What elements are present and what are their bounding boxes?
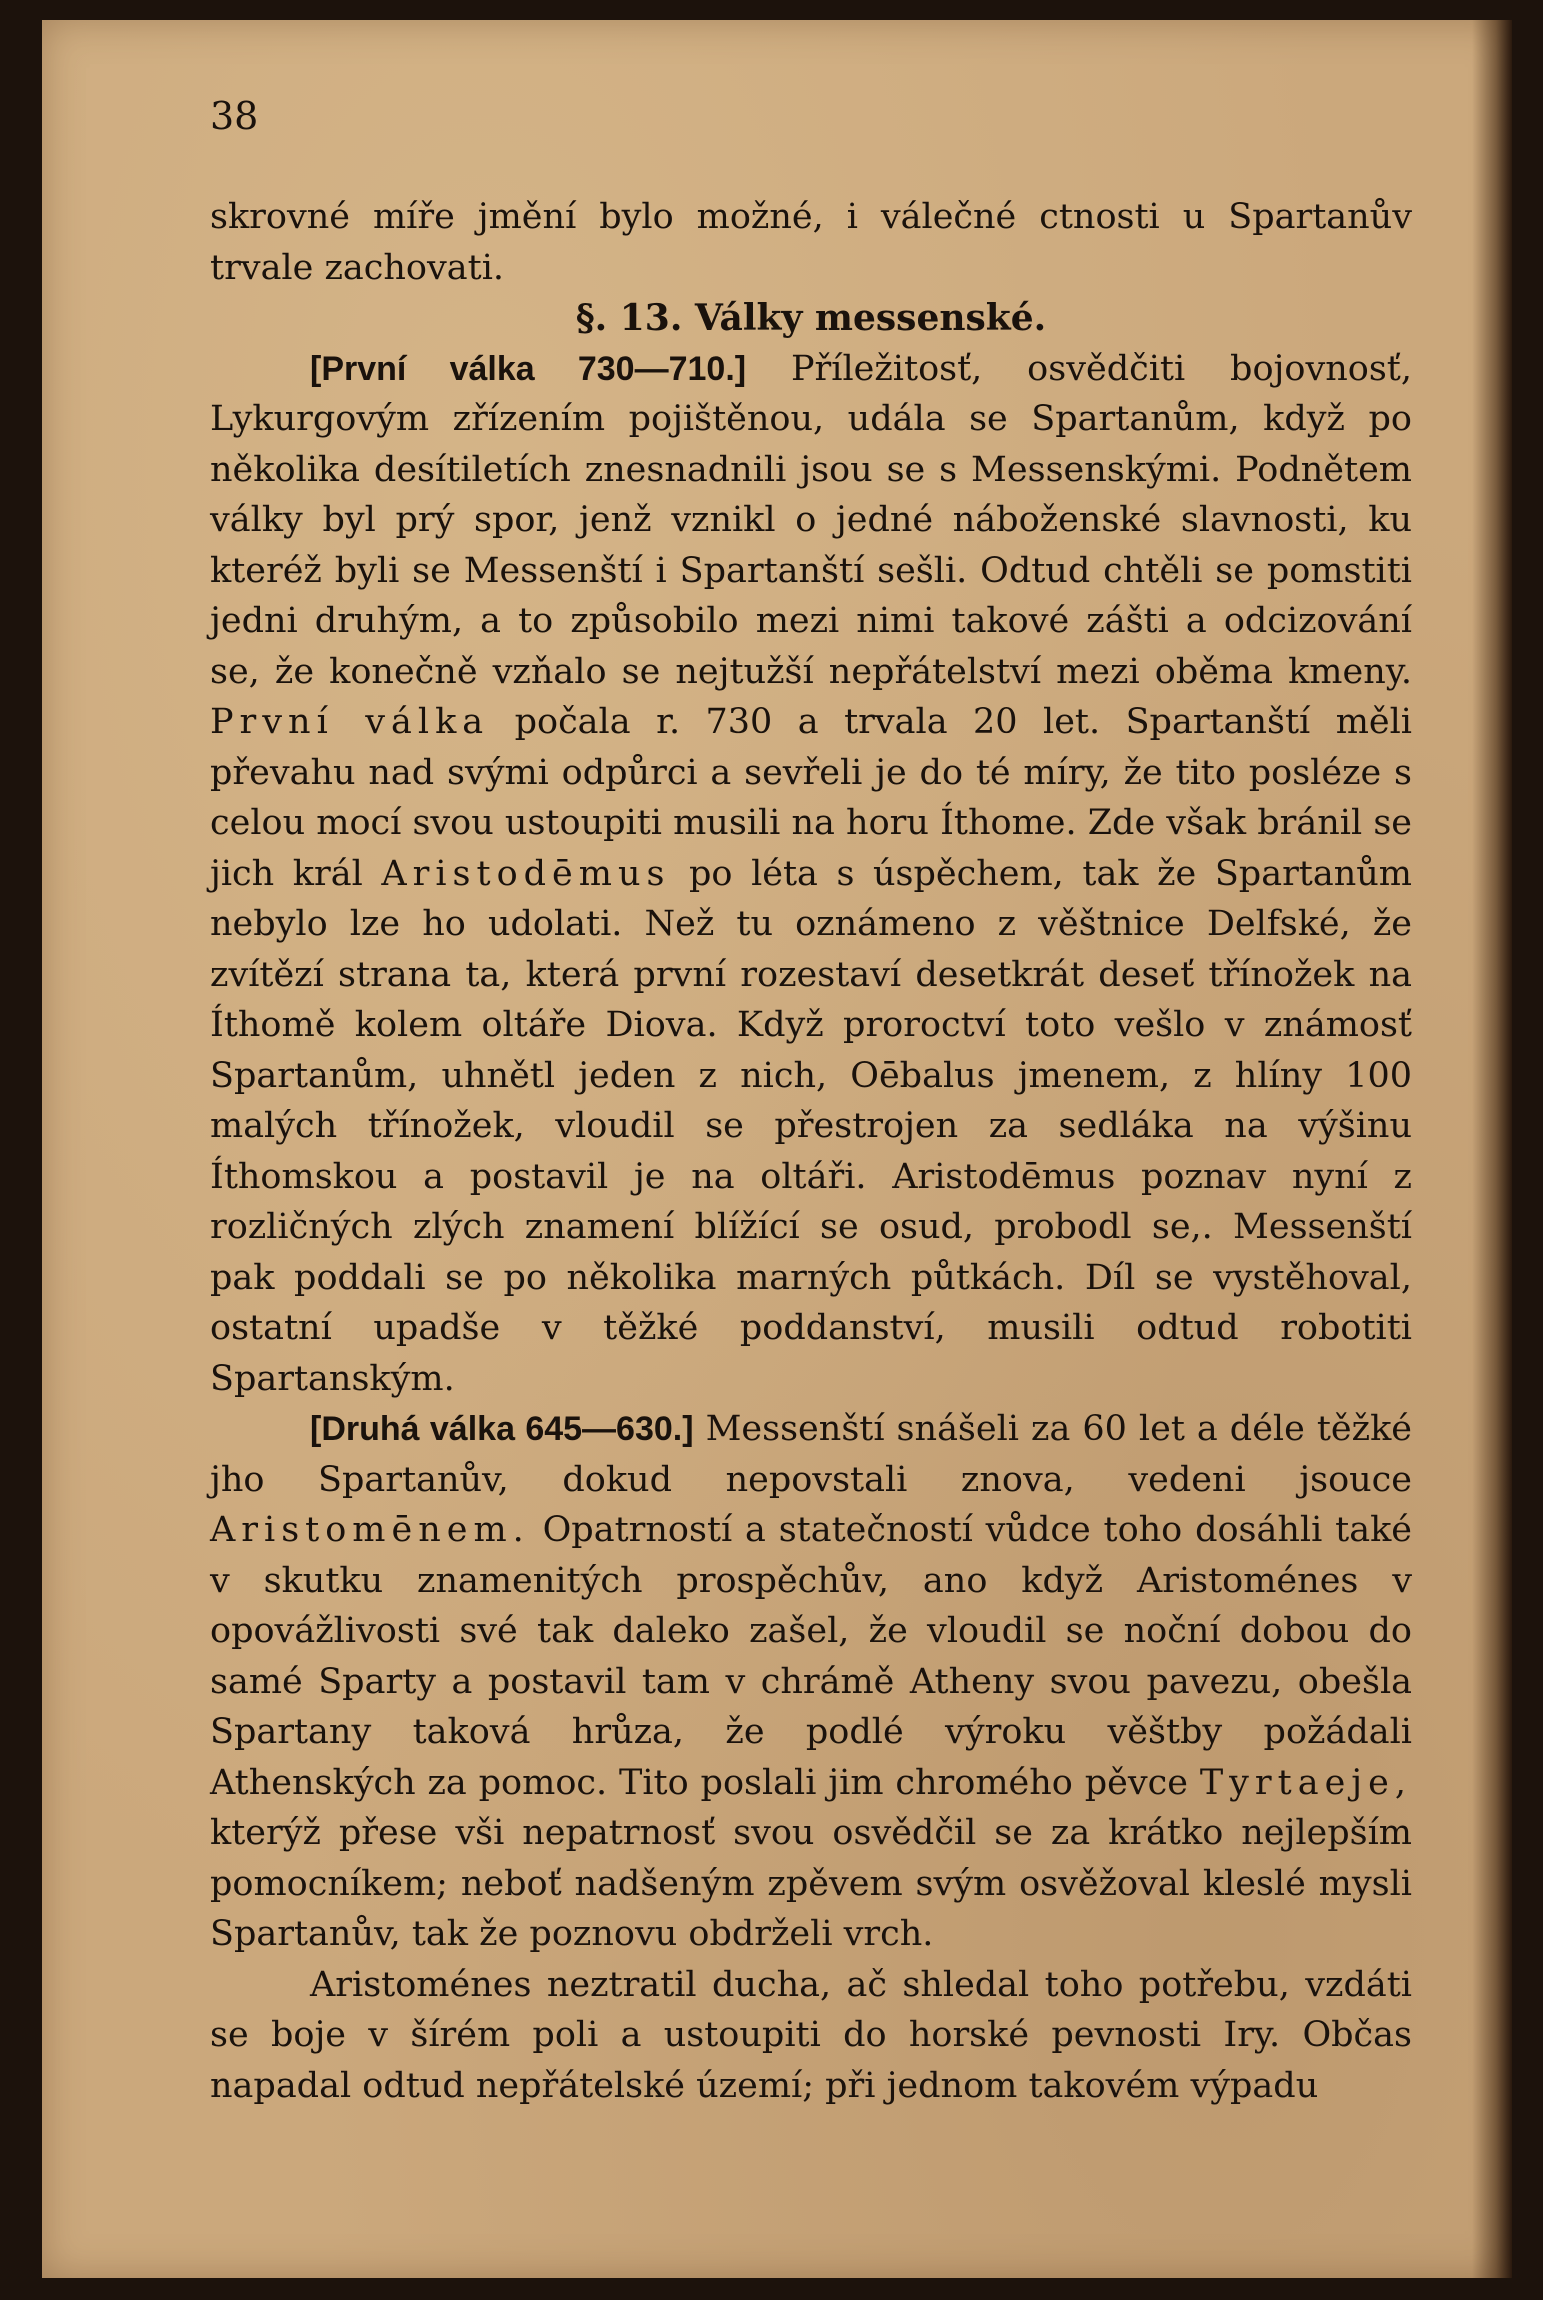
second-war-text-1: Messenští snášeli za 60 let a déle těžké jho Spartanův, dokud nepovstali znova, vedeni jsouce bbox=[210, 1409, 1412, 1500]
second-war-emphasis-2: Tyrtaeje, bbox=[1199, 1762, 1412, 1803]
second-war-text-3: kterýž přese vši nepatrnosť svou osvědčil se za krátko nejlepším pomocníkem; neboť nadšeným zpěvem svým osvěžoval kleslé mysli Spartanův, tak že poznovu obdrželi vrch. bbox=[210, 1813, 1412, 1954]
first-war-emphasis-2: Aristodēmus bbox=[381, 853, 671, 894]
continuation-paragraph: skrovné míře jmění bylo možné, i válečné ctnosti u Spartanův trvale zachovati. bbox=[210, 197, 1412, 288]
section-heading: §. 13. Války messenské. bbox=[575, 297, 1047, 339]
first-war-emphasis-1: První válka bbox=[210, 702, 490, 742]
second-war-marker: [Druhá válka 645—630.] bbox=[310, 1410, 694, 1448]
first-war-marker: [První válka 730—710.] bbox=[310, 349, 747, 388]
second-war-emphasis-1: Aristomēnem. bbox=[210, 1510, 530, 1550]
first-war-text-1: Příležitosť, osvědčiti bojovnosť, Lykurgovým zřízením pojištěnou, udála se Spartanům, když po několika desítiletích znesnadnili jsou se s Messenskými. Podnětem války byl prý spor, jenž vznikl o jedné náboženské slavnosti, ku kteréž byli se Messenští i Spartanští sešli. Odtud chtěli se pomstiti jedni druhým, a to způsobilo mezi nimi takové zášti a odcizování se, že konečně vzňalo se nejtužší nepřátelství mezi oběma kmeny. bbox=[210, 348, 1412, 692]
first-war-text-2: počala r. 730 a trvala 20 let. Spartanští měli převahu nad svými odpůrci a sevřeli je do té míry, že tito posléze s celou mocí svou ustoupiti musili na horu Íthome. Zde však bránil se jich král bbox=[210, 702, 1412, 894]
page-number: 38 bbox=[210, 94, 259, 138]
first-war-paragraph bbox=[210, 344, 1412, 1405]
book-page bbox=[42, 20, 1512, 2278]
last-paragraph: Aristoménes neztratil ducha, ač shledal toho potřebu, vzdáti se boje v šírém poli a ustoupiti do horské pevnosti Iry. Občas napadal odtud nepřátelské území; při jednom takovém výpadu bbox=[210, 1964, 1412, 2106]
second-war-text-2: Opatrností a statečností vůdce toho dosáhli také v skutku znamenitých prospěchův, ano když Aristoménes v opovážlivosti své tak daleko zašel, že vloudil se noční dobou do samé Sparty a postavil tam v chrámě Atheny svou pavezu, obešla Spartany taková hrůza, že podlé výroku věštby požádali Athenských za pomoc. Tito poslali jim chromého pěvce bbox=[210, 1510, 1412, 1803]
second-war-paragraph bbox=[210, 1404, 1412, 1960]
first-war-text-3: po léta s úspěchem, tak že Spartanům nebylo lze ho udolati. Než tu oznámeno z věštnice Delfské, že zvítězí strana ta, která první rozestaví desetkrát deseť třínožek na Íthomě kolem oltáře Diova. Když proroctví toto vešlo v známosť Spartanům, uhnětl jeden z nich, Oēbalus jmenem, z hlíny 100 malých třínožek, vloudil se přestrojen za sedláka na výšinu Íthomskou a postavil je na oltáři. Aristodēmus poznav nyní z rozličných zlých znamení blížící se osud, probodl se,. Messenští pak poddali se po několika marných půtkách. Díl se vystěhoval, ostatní upadše v těžké poddanství, musili odtud robotiti Spartanským. bbox=[210, 853, 1412, 1399]
page-body bbox=[210, 192, 1412, 2111]
book-spine-shadow bbox=[1472, 20, 1512, 2278]
